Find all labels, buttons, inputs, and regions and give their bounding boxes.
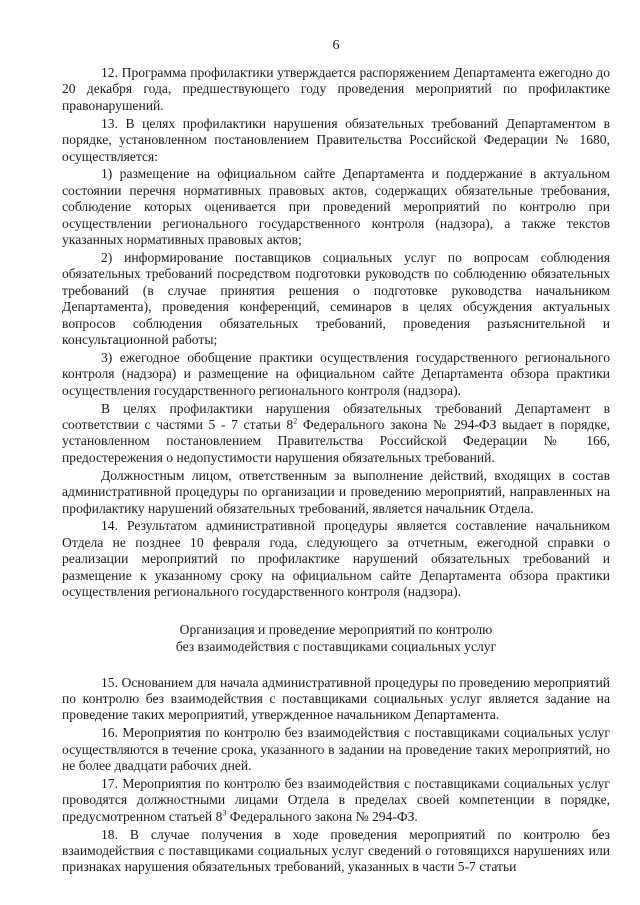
paragraph-12: 12. Программа профилактики утверждается распоряжением Департамента ежегодно до 20 декабря года, предшествующего году проведения мероприятий по профилактике правонарушений. [62,65,610,113]
paragraph-17-text-a: 17. Мероприятия по контролю без взаимодействия с поставщиками социальных услуг проводятся должностными лицами Отдела в пределах своей компетенции в порядке, предусмотренном статьей 8 [62,775,610,824]
list-item-3: 3) ежегодное обобщение практики осуществления государственного регионального контроля (надзора) и размещение на официальном сайте Департамента обзора практики осуществления государственного регионального контроля (надзора). [62,349,610,398]
list-item-1: 1) размещение на официальном сайте Департамента и поддержание в актуальном состоянии перечня нормативных правовых актов, содержащих обязательные требования, соблюдение которых оценивается при проведений мероприятий по контролю при осуществлении регионального государственного контроля (надзора), а также текстов указанных нормативных правовых актов; [62,166,610,248]
paragraph-15: 15. Основанием для начала административной процедуры по проведению мероприятий по контролю без взаимодействия с поставщиками социальных услуг является задание на проведение таких мероприятий, утвержденное начальником Департамента. [62,674,610,723]
document-body [62,65,610,877]
paragraph-warnings-text-a: В целях профилактики нарушения обязательных требований Департамент в соответствии с частями 5 - 7 статьи 8 [62,400,610,433]
paragraph-14: 14. Результатом административной процедуры является составление начальником Отдела не позднее 10 февраля года, следующего за отчетным, ежегодной справки о реализации мероприятий по профилактике нарушений обязательных требований и размещение к указанному сроку на официальном сайте Департамента обзора практики осуществления регионального государственного контроля (надзора). [62,518,610,600]
paragraph-warnings-text-b: Федерального закона № 294-ФЗ выдает в порядке, установленном постановлением Правительства Российской Федерации № 166, предостережения о недопустимости нарушения обязательных требований. [62,417,610,465]
paragraph-16: 16. Мероприятия по контролю без взаимодействия с поставщиками социальных услуг осуществляются в течение срока, указанного в задании на проведение таких мероприятий, но не более двадцати рабочих дней. [62,725,610,774]
list-item-2: 2) информирование поставщиков социальных услуг по вопросам соблюдения обязательных требований посредством подготовки руководств по соблюдению обязательных требований (в случае принятия решения о подготовке руководства начальником Департамента), проведения конференций, семинаров в целях обсуждения актуальных вопросов соблюдения обязательных требований, проведения разъяснительной и консультационной работы; [62,249,610,347]
superscript: 3 [222,808,227,818]
section-heading-line-1: Организация и проведение мероприятий по контролю [179,621,493,637]
section-heading [62,621,610,655]
paragraph-18: 18. В случае получения в ходе проведения мероприятий по контролю без взаимодействия с поставщиками социальных услуг сведений о готовящихся нарушениях или признаках нарушения обязательных требований, указанных в части 5-7 статьи [62,826,610,875]
paragraph-13: 13. В целях профилактики нарушения обязательных требований Департаментом в порядке, установленном постановлением Правительства Российской Федерации № 1680, осуществляется: [62,115,610,164]
section-heading-line-2: без взаимодействия с поставщиками социальных услуг [175,638,497,654]
paragraph-warnings [62,401,610,467]
page-number: 6 [332,38,340,53]
superscript: 2 [293,416,298,426]
paragraph-responsible: Должностным лицом, ответственным за выполнение действий, входящих в состав административной процедуры по организации и проведению мероприятий, направленных на профилактику нарушений обязательных требований, является начальник Отдела. [62,467,610,516]
paragraph-17 [62,776,610,825]
paragraph-17-text-b: Федерального закона № 294-ФЗ. [226,808,418,824]
